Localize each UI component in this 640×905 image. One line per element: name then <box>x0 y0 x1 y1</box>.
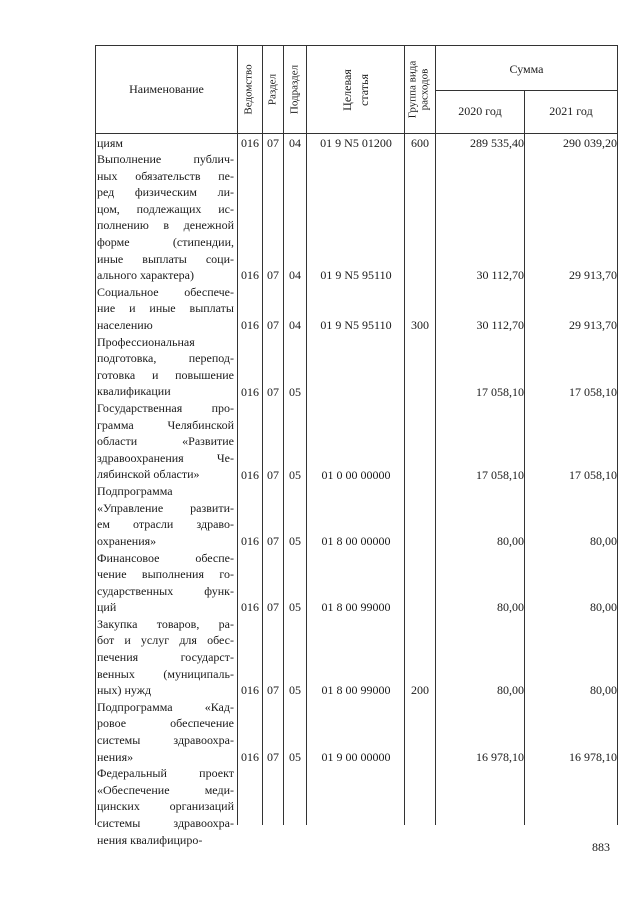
row-vedomstvo: 016 <box>241 268 259 283</box>
name-line: ального характера) <box>97 268 194 283</box>
col-line-right <box>617 45 618 825</box>
name-line: Федеральный проект <box>97 766 234 781</box>
header-name: Наименование <box>129 82 204 96</box>
row-razdel: 07 <box>267 533 279 548</box>
table-row-name <box>97 284 234 334</box>
name-line: квалификации <box>97 384 171 399</box>
header-top-rule <box>95 45 618 46</box>
row-podrazdel: 04 <box>289 135 301 150</box>
row-vedomstvo: 016 <box>241 749 259 764</box>
row-razdel: 07 <box>267 268 279 283</box>
col-line-y2 <box>524 90 525 825</box>
row-sum-2021: 290 039,20 <box>563 135 617 150</box>
row-sum-2021: 17 058,10 <box>569 384 617 399</box>
table-row-name <box>97 483 234 549</box>
name-line: населению <box>97 318 153 333</box>
row-sum-2021: 80,00 <box>590 600 617 615</box>
name-line: ных обязательств пе- <box>97 168 234 183</box>
name-line: здравоохранения Че- <box>97 450 234 465</box>
header-razdel: Раздел <box>266 73 279 106</box>
name-line: охранения» <box>97 533 157 548</box>
name-line: «Обеспечение меди- <box>97 782 234 797</box>
name-line: «Управление развити- <box>97 500 234 515</box>
name-line: бот и услуг для обес- <box>97 633 234 648</box>
table-row-name <box>97 400 234 483</box>
name-line: сударственных функ- <box>97 583 234 598</box>
name-line: Подпрограмма «Кад- <box>97 699 234 714</box>
row-celevaya-statya: 01 9 N5 01200 <box>320 135 392 150</box>
header-vedomstvo: Ведомство <box>242 64 255 115</box>
row-razdel: 07 <box>267 600 279 615</box>
col-line-pod <box>283 45 284 825</box>
row-celevaya-statya: 01 8 00 99000 <box>321 683 391 698</box>
name-line: ем отрасли здраво- <box>97 517 234 532</box>
table-row-name <box>97 550 234 616</box>
name-line: Подпрограмма <box>97 484 173 499</box>
row-sum-2020: 17 058,10 <box>476 467 524 482</box>
row-sum-2021: 29 913,70 <box>569 268 617 283</box>
name-line: циям <box>97 135 123 150</box>
name-line: Социальное обеспече- <box>97 284 234 299</box>
table-row-name <box>97 151 234 284</box>
row-celevaya-statya: 01 9 00 00000 <box>321 749 391 764</box>
header-celevaya-1: Целевая <box>340 69 354 111</box>
name-line: ций <box>97 600 117 615</box>
row-sum-2020: 289 535,40 <box>470 135 524 150</box>
name-line: Государственная про- <box>97 401 234 416</box>
page-number: 883 <box>592 840 610 854</box>
row-vedomstvo: 016 <box>241 467 259 482</box>
header-celevaya-2: статья <box>357 74 371 106</box>
row-razdel: 07 <box>267 749 279 764</box>
row-sum-2020: 30 112,70 <box>476 268 524 283</box>
row-razdel: 07 <box>267 135 279 150</box>
row-sum-2021: 80,00 <box>590 533 617 548</box>
row-sum-2020: 80,00 <box>497 683 524 698</box>
col-line-ved <box>237 45 238 825</box>
name-line: грамма Челябинской <box>97 417 234 432</box>
row-razdel: 07 <box>267 384 279 399</box>
row-vedomstvo: 016 <box>241 384 259 399</box>
name-line: цинских организаций <box>97 799 234 814</box>
row-podrazdel: 05 <box>289 467 301 482</box>
name-line: иные выплаты соци- <box>97 251 234 266</box>
row-podrazdel: 05 <box>289 683 301 698</box>
col-line-left <box>95 45 96 825</box>
row-sum-2021: 80,00 <box>590 683 617 698</box>
row-vedomstvo: 016 <box>241 600 259 615</box>
name-line: нения» <box>97 749 134 764</box>
name-line: системы здравоохра- <box>97 733 234 748</box>
row-podrazdel: 05 <box>289 600 301 615</box>
table-row-name <box>97 699 234 765</box>
row-sum-2020: 17 058,10 <box>476 384 524 399</box>
header-summa: Сумма <box>509 62 544 76</box>
name-line: полнению в денежной <box>97 218 234 233</box>
name-line: готовка и повышение <box>97 367 234 382</box>
table-row-name <box>97 616 234 699</box>
name-line: ред физическим ли- <box>97 185 234 200</box>
row-podrazdel: 04 <box>289 268 301 283</box>
header-year-2021: 2021 год <box>549 104 593 118</box>
name-line: подготовка, перепод- <box>97 351 234 366</box>
col-line-y1 <box>435 45 436 825</box>
row-sum-2020: 30 112,70 <box>476 318 524 333</box>
name-line: ние и иные выплаты <box>97 301 234 316</box>
name-line: лябинской области» <box>97 467 200 482</box>
row-vedomstvo: 016 <box>241 683 259 698</box>
header-year-2020: 2020 год <box>458 104 502 118</box>
name-line: Выполнение публич- <box>97 152 234 167</box>
table-row-name <box>97 334 234 400</box>
row-sum-2021: 16 978,10 <box>569 749 617 764</box>
name-line: цом, подлежащих ис- <box>97 201 234 216</box>
row-celevaya-statya: 01 8 00 99000 <box>321 600 391 615</box>
row-celevaya-statya: 01 8 00 00000 <box>321 533 391 548</box>
row-podrazdel: 05 <box>289 533 301 548</box>
row-celevaya-statya: 01 9 N5 95110 <box>320 318 392 333</box>
header-podrazdel: Подраздел <box>288 64 301 115</box>
row-celevaya-statya: 01 9 N5 95110 <box>320 268 392 283</box>
row-razdel: 07 <box>267 683 279 698</box>
row-sum-2021: 17 058,10 <box>569 467 617 482</box>
col-line-grp <box>404 45 405 825</box>
name-line: форме (стипендии, <box>97 235 234 250</box>
name-line: печения государст- <box>97 650 234 665</box>
name-line: Профессиональная <box>97 334 195 349</box>
name-line: ровое обеспечение <box>97 716 234 731</box>
name-line: чение выполнения го- <box>97 567 234 582</box>
row-vedomstvo: 016 <box>241 318 259 333</box>
row-sum-2020: 80,00 <box>497 533 524 548</box>
row-razdel: 07 <box>267 318 279 333</box>
row-sum-2020: 80,00 <box>497 600 524 615</box>
name-line: венных (муниципаль- <box>97 666 234 681</box>
table-row-name <box>97 135 234 152</box>
name-line: нения квалифициро- <box>97 832 203 847</box>
row-celevaya-statya: 01 0 00 00000 <box>321 467 391 482</box>
row-gruppa-rashodov: 600 <box>411 135 429 150</box>
row-razdel: 07 <box>267 467 279 482</box>
name-line: Финансовое обеспе- <box>97 550 234 565</box>
header-gruppa-1: Группа вида <box>406 60 419 119</box>
row-podrazdel: 04 <box>289 318 301 333</box>
name-line: ных) нужд <box>97 683 152 698</box>
name-line: системы здравоохра- <box>97 816 234 831</box>
row-sum-2021: 29 913,70 <box>569 318 617 333</box>
name-line: области «Развитие <box>97 434 234 449</box>
header-gruppa-2: расходов <box>418 68 431 111</box>
row-gruppa-rashodov: 200 <box>411 683 429 698</box>
name-line: Закупка товаров, ра- <box>97 616 234 631</box>
row-podrazdel: 05 <box>289 384 301 399</box>
row-podrazdel: 05 <box>289 749 301 764</box>
col-line-raz <box>262 45 263 825</box>
col-line-cel <box>306 45 307 825</box>
row-sum-2020: 16 978,10 <box>476 749 524 764</box>
row-gruppa-rashodov: 300 <box>411 318 429 333</box>
row-vedomstvo: 016 <box>241 533 259 548</box>
summa-divider-rule <box>435 90 618 91</box>
row-vedomstvo: 016 <box>241 135 259 150</box>
table-row-name <box>97 765 234 848</box>
